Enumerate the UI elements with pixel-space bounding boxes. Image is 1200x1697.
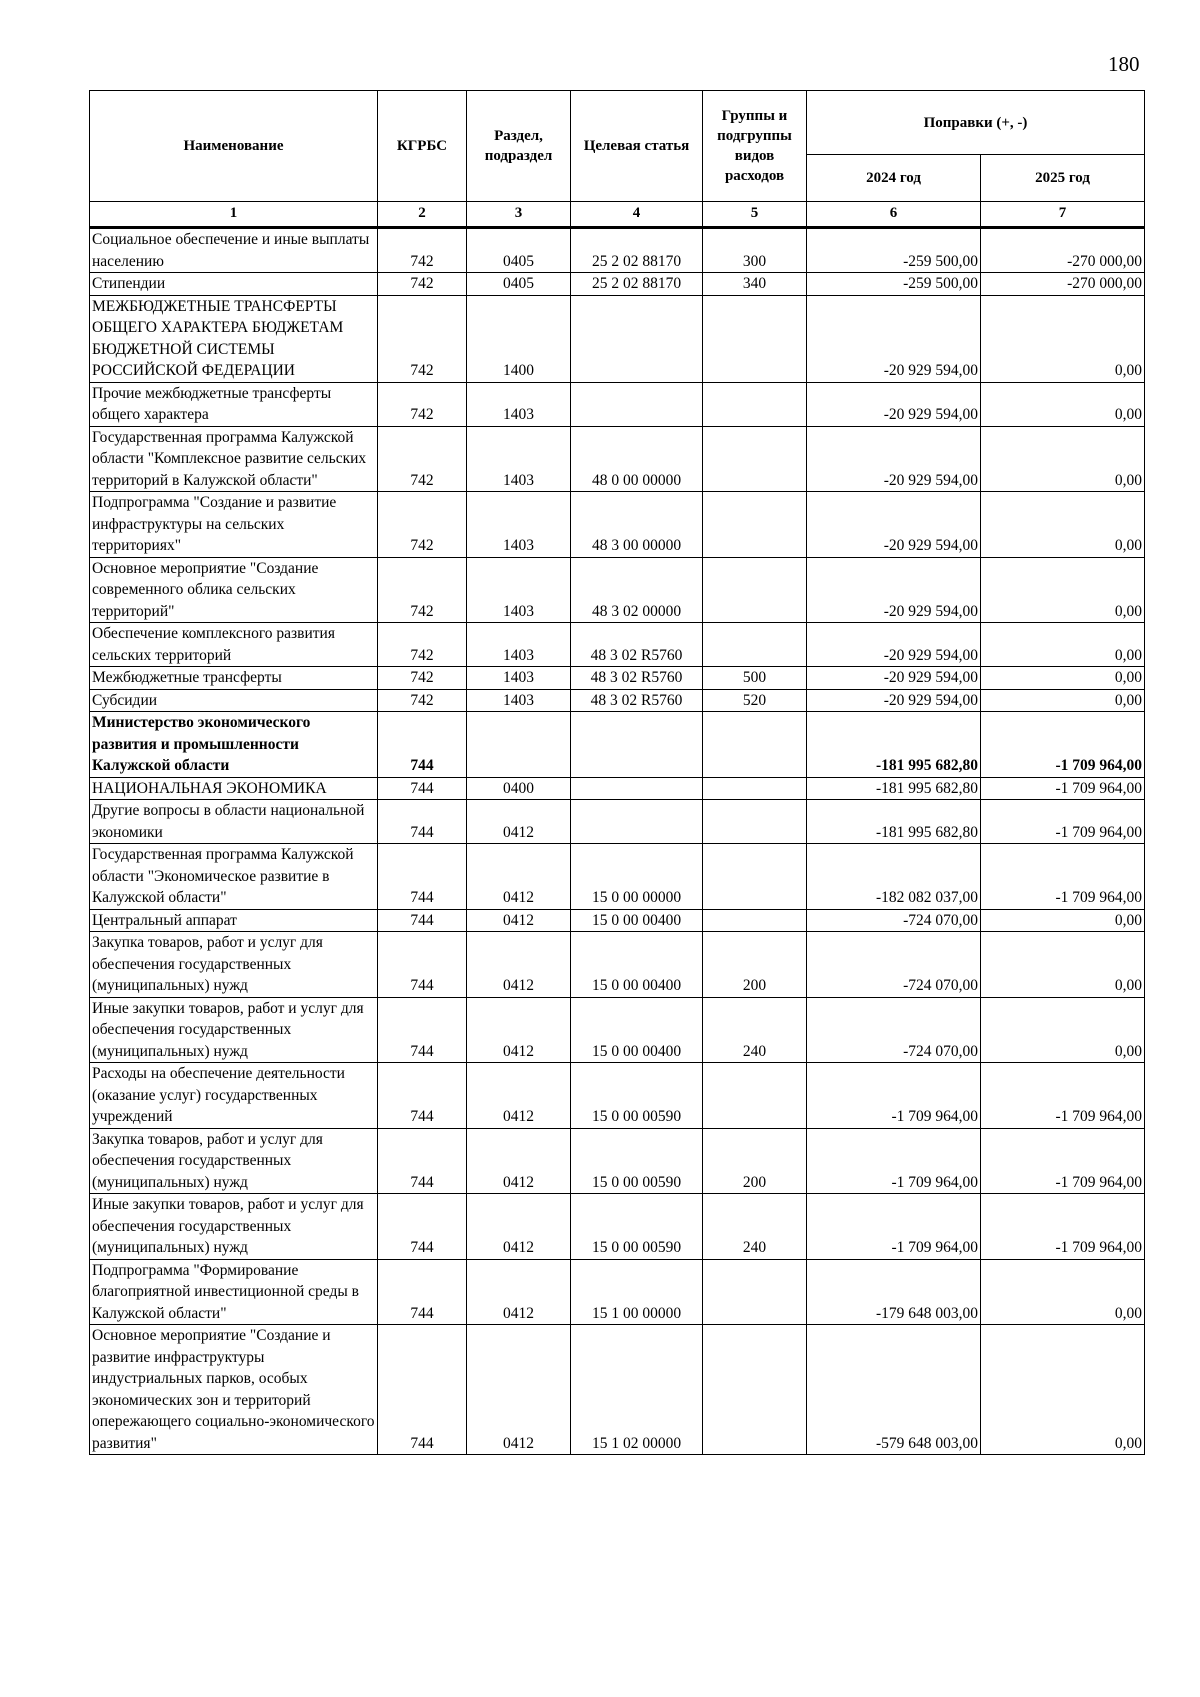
cell-target: 15 0 00 00400 (571, 932, 703, 998)
cell-section: 0405 (467, 273, 571, 296)
cell-name: Закупка товаров, работ и услуг для обеспечения государственных (муниципальных) нужд (90, 932, 378, 998)
cell-group (703, 909, 807, 932)
table-row (90, 273, 1145, 296)
cell-kgrbs: 744 (378, 1259, 467, 1325)
header-kgrbs: КГРБС (378, 91, 467, 202)
cell-name: НАЦИОНАЛЬНАЯ ЭКОНОМИКА (90, 777, 378, 800)
cell-section: 0405 (467, 228, 571, 273)
cell-amount-2025: -1 709 964,00 (981, 800, 1145, 844)
cell-section: 1403 (467, 426, 571, 492)
cell-kgrbs: 744 (378, 712, 467, 778)
cell-amount-2025: -270 000,00 (981, 273, 1145, 296)
cell-amount-2024: -20 929 594,00 (807, 382, 981, 426)
column-number: 5 (703, 202, 807, 228)
cell-kgrbs: 742 (378, 273, 467, 296)
cell-kgrbs: 744 (378, 1194, 467, 1260)
cell-name: Подпрограмма "Формирование благоприятной инвестиционной среды в Калужской области" (90, 1259, 378, 1325)
header-target: Целевая статья (571, 91, 703, 202)
cell-name: Министерство экономического развития и промышленности Калужской области (90, 712, 378, 778)
cell-target: 15 0 00 00590 (571, 1063, 703, 1129)
cell-target (571, 382, 703, 426)
cell-target: 15 0 00 00000 (571, 844, 703, 910)
cell-target (571, 712, 703, 778)
cell-amount-2024: -20 929 594,00 (807, 426, 981, 492)
cell-amount-2025: 0,00 (981, 932, 1145, 998)
header-name: Наименование (90, 91, 378, 202)
cell-target: 48 3 02 00000 (571, 557, 703, 623)
cell-name: Основное мероприятие "Создание современного облика сельских территорий" (90, 557, 378, 623)
cell-amount-2025: -270 000,00 (981, 228, 1145, 273)
cell-kgrbs: 744 (378, 1128, 467, 1194)
column-number: 7 (981, 202, 1145, 228)
cell-amount-2025: 0,00 (981, 997, 1145, 1063)
cell-name: Расходы на обеспечение деятельности (оказание услуг) государственных учреждений (90, 1063, 378, 1129)
page-number: 180 (1108, 52, 1140, 76)
cell-target: 48 3 02 R5760 (571, 667, 703, 690)
cell-group (703, 623, 807, 667)
cell-amount-2024: -1 709 964,00 (807, 1063, 981, 1129)
cell-target: 48 0 00 00000 (571, 426, 703, 492)
table-row (90, 689, 1145, 712)
cell-amount-2024: -259 500,00 (807, 228, 981, 273)
cell-kgrbs: 744 (378, 777, 467, 800)
cell-amount-2024: -20 929 594,00 (807, 667, 981, 690)
cell-amount-2025: 0,00 (981, 492, 1145, 558)
table-row (90, 909, 1145, 932)
cell-group: 200 (703, 932, 807, 998)
cell-target: 15 1 00 00000 (571, 1259, 703, 1325)
header-groups: Группы и подгруппы видов расходов (703, 91, 807, 202)
column-number: 6 (807, 202, 981, 228)
cell-group: 240 (703, 997, 807, 1063)
cell-section: 1403 (467, 382, 571, 426)
cell-amount-2024: -724 070,00 (807, 997, 981, 1063)
cell-name: Закупка товаров, работ и услуг для обеспечения государственных (муниципальных) нужд (90, 1128, 378, 1194)
cell-amount-2025: 0,00 (981, 426, 1145, 492)
cell-target (571, 295, 703, 382)
cell-amount-2025: 0,00 (981, 667, 1145, 690)
cell-target: 15 0 00 00400 (571, 997, 703, 1063)
cell-amount-2025: -1 709 964,00 (981, 1128, 1145, 1194)
column-number: 4 (571, 202, 703, 228)
cell-amount-2024: -579 648 003,00 (807, 1325, 981, 1455)
cell-group (703, 777, 807, 800)
cell-section: 0412 (467, 1128, 571, 1194)
cell-amount-2025: -1 709 964,00 (981, 712, 1145, 778)
cell-amount-2025: 0,00 (981, 909, 1145, 932)
cell-kgrbs: 742 (378, 295, 467, 382)
cell-target (571, 777, 703, 800)
table-row (90, 1325, 1145, 1455)
cell-name: Центральный аппарат (90, 909, 378, 932)
cell-amount-2024: -179 648 003,00 (807, 1259, 981, 1325)
cell-section: 0412 (467, 844, 571, 910)
cell-name: Прочие межбюджетные трансферты общего характера (90, 382, 378, 426)
cell-amount-2024: -181 995 682,80 (807, 777, 981, 800)
table-row (90, 777, 1145, 800)
cell-target: 15 0 00 00590 (571, 1194, 703, 1260)
cell-target (571, 800, 703, 844)
cell-kgrbs: 744 (378, 844, 467, 910)
cell-name: Государственная программа Калужской области "Экономическое развитие в Калужской области" (90, 844, 378, 910)
table-row (90, 997, 1145, 1063)
header-year-2025: 2025 год (981, 155, 1145, 202)
cell-section: 1403 (467, 667, 571, 690)
cell-group: 500 (703, 667, 807, 690)
table-row (90, 932, 1145, 998)
cell-target: 25 2 02 88170 (571, 273, 703, 296)
cell-group (703, 1063, 807, 1129)
cell-amount-2025: 0,00 (981, 689, 1145, 712)
cell-group (703, 295, 807, 382)
table-row (90, 712, 1145, 778)
cell-amount-2024: -182 082 037,00 (807, 844, 981, 910)
cell-section: 1400 (467, 295, 571, 382)
cell-target: 48 3 02 R5760 (571, 689, 703, 712)
cell-kgrbs: 744 (378, 800, 467, 844)
cell-target: 15 0 00 00400 (571, 909, 703, 932)
cell-amount-2024: -259 500,00 (807, 273, 981, 296)
cell-group: 340 (703, 273, 807, 296)
cell-group (703, 557, 807, 623)
cell-section: 1403 (467, 689, 571, 712)
cell-target: 48 3 02 R5760 (571, 623, 703, 667)
cell-amount-2025: 0,00 (981, 623, 1145, 667)
table-row (90, 667, 1145, 690)
cell-kgrbs: 744 (378, 1325, 467, 1455)
cell-section: 1403 (467, 623, 571, 667)
header-year-2024: 2024 год (807, 155, 981, 202)
cell-kgrbs: 742 (378, 228, 467, 273)
cell-section: 0412 (467, 909, 571, 932)
column-number: 1 (90, 202, 378, 228)
cell-name: Субсидии (90, 689, 378, 712)
cell-section: 0412 (467, 1259, 571, 1325)
table-row (90, 557, 1145, 623)
cell-kgrbs: 742 (378, 382, 467, 426)
table-row (90, 1063, 1145, 1129)
column-number: 2 (378, 202, 467, 228)
cell-amount-2025: 0,00 (981, 1325, 1145, 1455)
table-body (90, 228, 1145, 1455)
cell-section: 1403 (467, 492, 571, 558)
cell-amount-2024: -20 929 594,00 (807, 295, 981, 382)
table-row (90, 492, 1145, 558)
cell-amount-2024: -724 070,00 (807, 909, 981, 932)
table-row (90, 1259, 1145, 1325)
cell-group (703, 382, 807, 426)
cell-kgrbs: 742 (378, 492, 467, 558)
table-row (90, 382, 1145, 426)
cell-kgrbs: 742 (378, 667, 467, 690)
table-row (90, 426, 1145, 492)
cell-amount-2025: -1 709 964,00 (981, 777, 1145, 800)
cell-kgrbs: 742 (378, 557, 467, 623)
cell-name: Иные закупки товаров, работ и услуг для обеспечения государственных (муниципальных) нужд (90, 1194, 378, 1260)
cell-kgrbs: 744 (378, 909, 467, 932)
cell-group (703, 426, 807, 492)
cell-group: 300 (703, 228, 807, 273)
cell-target: 15 1 02 00000 (571, 1325, 703, 1455)
cell-amount-2025: 0,00 (981, 295, 1145, 382)
cell-target: 48 3 00 00000 (571, 492, 703, 558)
cell-section: 1403 (467, 557, 571, 623)
cell-amount-2025: 0,00 (981, 1259, 1145, 1325)
cell-amount-2025: 0,00 (981, 557, 1145, 623)
cell-kgrbs: 742 (378, 623, 467, 667)
cell-group (703, 800, 807, 844)
cell-group: 200 (703, 1128, 807, 1194)
cell-section: 0412 (467, 932, 571, 998)
cell-amount-2024: -1 709 964,00 (807, 1194, 981, 1260)
cell-group (703, 1325, 807, 1455)
cell-section: 0412 (467, 997, 571, 1063)
cell-amount-2024: -20 929 594,00 (807, 557, 981, 623)
cell-name: Государственная программа Калужской области "Комплексное развитие сельских территорий в Калужской области" (90, 426, 378, 492)
cell-section (467, 712, 571, 778)
cell-amount-2024: -181 995 682,80 (807, 800, 981, 844)
cell-amount-2025: -1 709 964,00 (981, 1063, 1145, 1129)
cell-name: Иные закупки товаров, работ и услуг для обеспечения государственных (муниципальных) нужд (90, 997, 378, 1063)
table-row (90, 623, 1145, 667)
cell-section: 0400 (467, 777, 571, 800)
cell-amount-2025: 0,00 (981, 382, 1145, 426)
cell-name: Обеспечение комплексного развития сельских территорий (90, 623, 378, 667)
cell-name: Другие вопросы в области национальной экономики (90, 800, 378, 844)
cell-amount-2024: -20 929 594,00 (807, 623, 981, 667)
cell-section: 0412 (467, 1194, 571, 1260)
cell-section: 0412 (467, 1325, 571, 1455)
cell-group: 240 (703, 1194, 807, 1260)
cell-amount-2025: -1 709 964,00 (981, 1194, 1145, 1260)
table-row (90, 295, 1145, 382)
cell-kgrbs: 744 (378, 1063, 467, 1129)
cell-amount-2025: -1 709 964,00 (981, 844, 1145, 910)
table-row (90, 1194, 1145, 1260)
cell-name: Подпрограмма "Создание и развитие инфраструктуры на сельских территориях" (90, 492, 378, 558)
cell-name: Социальное обеспечение и иные выплаты населению (90, 228, 378, 273)
header-amendments: Поправки (+, -) (807, 91, 1145, 155)
budget-amendments-table (89, 90, 1145, 1455)
table-row (90, 800, 1145, 844)
cell-section: 0412 (467, 800, 571, 844)
cell-group: 520 (703, 689, 807, 712)
cell-group (703, 712, 807, 778)
cell-name: Межбюджетные трансферты (90, 667, 378, 690)
cell-kgrbs: 742 (378, 426, 467, 492)
cell-name: Стипендии (90, 273, 378, 296)
cell-kgrbs: 742 (378, 689, 467, 712)
cell-amount-2024: -20 929 594,00 (807, 689, 981, 712)
cell-kgrbs: 744 (378, 932, 467, 998)
table-row (90, 844, 1145, 910)
cell-amount-2024: -724 070,00 (807, 932, 981, 998)
table-row (90, 228, 1145, 273)
column-number: 3 (467, 202, 571, 228)
cell-kgrbs: 744 (378, 997, 467, 1063)
cell-group (703, 492, 807, 558)
cell-group (703, 844, 807, 910)
table-row (90, 1128, 1145, 1194)
cell-target: 15 0 00 00590 (571, 1128, 703, 1194)
cell-name: МЕЖБЮДЖЕТНЫЕ ТРАНСФЕРТЫ ОБЩЕГО ХАРАКТЕРА БЮДЖЕТАМ БЮДЖЕТНОЙ СИСТЕМЫ РОССИЙСКОЙ ФЕДЕРАЦИИ (90, 295, 378, 382)
cell-target: 25 2 02 88170 (571, 228, 703, 273)
header-section: Раздел, подраздел (467, 91, 571, 202)
cell-amount-2024: -181 995 682,80 (807, 712, 981, 778)
cell-name: Основное мероприятие "Создание и развитие инфраструктуры индустриальных парков, особых экономических зон и территорий опережающего социально-экономического развития" (90, 1325, 378, 1455)
cell-section: 0412 (467, 1063, 571, 1129)
cell-group (703, 1259, 807, 1325)
cell-amount-2024: -20 929 594,00 (807, 492, 981, 558)
cell-amount-2024: -1 709 964,00 (807, 1128, 981, 1194)
